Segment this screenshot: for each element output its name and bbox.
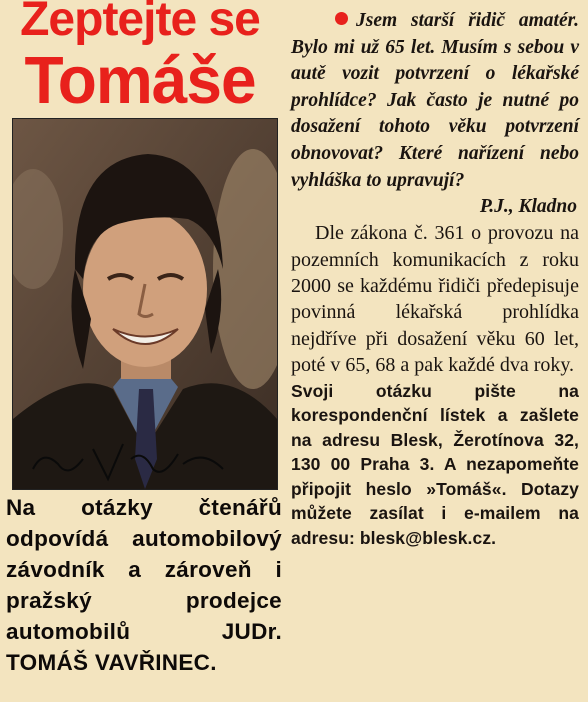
- portrait-photo: [12, 118, 278, 490]
- photo-caption: Na otázky čtenářů odpovídá automobilový závodník a zároveň i pražský prodejce automobilů JUDr. TOMÁŠ VAVŘINEC.: [6, 495, 282, 675]
- contact-info: Svoji otázku pište na korespondenční lístek a zašlete na adresu Blesk, Žerotínova 32, 130 00 Praha 3. A nezapomeňte připojit heslo »Tomáš«. Dotazy můžete zasílat i e-mailem na adresu: blesk@blesk.cz.: [291, 380, 579, 548]
- qa-column: [291, 8, 579, 550]
- question-signature: P.J., Kladno: [479, 196, 577, 218]
- bullet-icon: [335, 12, 348, 25]
- title-line-1: Zeptejte se: [20, 0, 260, 46]
- reader-question: [291, 8, 579, 194]
- question-text: Jsem starší řidič amatér. Bylo mi už 65 let. Musím s sebou v autě vozit potvrzení o lékařské prohlídce? Jak často je nutné po dosažení tohoto věku potvrzení obnovovat? Které nařízení nebo vyhláška to upravují?: [291, 10, 579, 191]
- title-line-2: Tomáše: [24, 42, 256, 118]
- portrait-image: [13, 119, 277, 489]
- answer-text: Dle zákona č. 361 o provozu na pozemních komunikacích z roku 2000 se každému řidiči předepisuje povinná lékařská prohlídka nejdříve při dosažení věku 60 let, poté v 65, 68 a pak každé dva roky.: [291, 222, 579, 377]
- column-title: [4, 0, 276, 118]
